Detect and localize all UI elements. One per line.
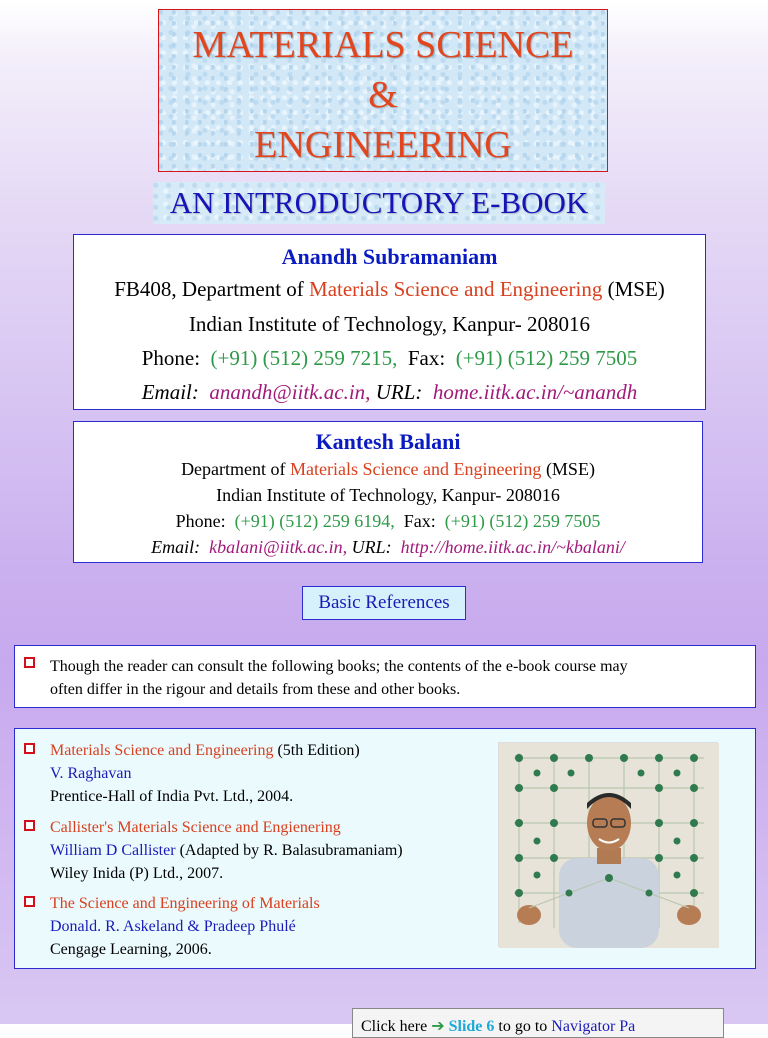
- book-author: Donald. R. Askeland & Pradeep Phulé: [50, 918, 296, 935]
- author-card-2: [73, 421, 703, 563]
- slide-link[interactable]: Slide 6: [448, 1018, 495, 1035]
- author-institute: Indian Institute of Technology, Kanpur- 208016: [188, 312, 591, 336]
- square-bullet-icon: [24, 657, 35, 668]
- dept-prefix: Department of: [181, 459, 291, 479]
- fax-label: Fax:: [403, 511, 436, 531]
- fax-number: (+91) (512) 259 7505: [444, 511, 601, 531]
- book-title: Callister's Materials Science and Engienering: [50, 819, 341, 836]
- email-link[interactable]: kbalani@iitk.ac.in,: [209, 537, 348, 557]
- fax-label: Fax:: [407, 346, 446, 370]
- author-card-1: [73, 234, 706, 410]
- navigation-bar: [352, 1008, 724, 1038]
- square-bullet-icon: [24, 896, 35, 907]
- author-online: [74, 534, 702, 560]
- book-edition: (5th Edition): [273, 742, 360, 759]
- subtitle-banner: AN INTRODUCTORY E-BOOK: [153, 182, 605, 224]
- author-online: [74, 375, 705, 409]
- author-contact: [74, 341, 705, 375]
- navigator-link[interactable]: Navigator Pa: [551, 1018, 636, 1035]
- reference-item: [50, 892, 320, 961]
- author-department: [74, 456, 702, 482]
- dept-suffix: (MSE): [602, 277, 665, 301]
- email-label: Email:: [141, 380, 199, 404]
- title-line-1: MATERIALS SCIENCE: [192, 24, 574, 66]
- info-note-text: [50, 655, 628, 701]
- square-bullet-icon: [24, 820, 35, 831]
- phone-number: (+91) (512) 259 7215,: [210, 346, 398, 370]
- info-note-box: [14, 645, 756, 708]
- title-line-3: ENGINEERING: [254, 124, 512, 166]
- nav-middle: to go to: [498, 1018, 548, 1035]
- author-institute: Indian Institute of Technology, Kanpur- 208016: [216, 485, 560, 505]
- author-name: Kantesh Balani: [315, 429, 461, 454]
- dept-suffix: (MSE): [541, 459, 595, 479]
- url-label: URL:: [375, 380, 423, 404]
- url-link[interactable]: home.iitk.ac.in/~anandh: [432, 380, 638, 404]
- reference-item: [50, 739, 360, 808]
- phone-label: Phone:: [141, 346, 201, 370]
- book-title: Materials Science and Engineering: [50, 742, 274, 759]
- info-line-2: often differ in the rigour and details from these and other books.: [50, 681, 461, 698]
- book-author: William D Callister: [50, 842, 176, 859]
- url-link[interactable]: http://home.iitk.ac.in/~kbalani/: [400, 537, 625, 557]
- book-author: V. Raghavan: [50, 765, 132, 782]
- square-bullet-icon: [24, 743, 35, 754]
- nav-prefix: Click here: [361, 1018, 428, 1035]
- fax-number: (+91) (512) 259 7505: [455, 346, 638, 370]
- dept-name: Materials Science and Engineering: [309, 277, 603, 301]
- title-line-2: &: [368, 74, 398, 116]
- title-banner: [158, 9, 608, 172]
- author-with-lattice-model-photo: [498, 742, 718, 947]
- phone-label: Phone:: [175, 511, 226, 531]
- email-link[interactable]: anandh@iitk.ac.in,: [209, 380, 371, 404]
- author-name: Anandh Subramaniam: [281, 244, 498, 269]
- author-department: [74, 271, 705, 307]
- author-contact: [74, 508, 702, 534]
- basic-references-button[interactable]: Basic References: [302, 586, 466, 620]
- info-line-1: Though the reader can consult the following books; the contents of the e-book course may: [50, 658, 628, 675]
- book-publisher: Cengage Learning, 2006.: [50, 941, 212, 958]
- book-author-note: (Adapted by R. Balasubramaniam): [175, 842, 403, 859]
- phone-number: (+91) (512) 259 6194,: [234, 511, 395, 531]
- email-label: Email:: [151, 537, 201, 557]
- book-title: The Science and Engineering of Materials: [50, 895, 320, 912]
- reference-item: [50, 816, 403, 885]
- arrow-right-icon: ➔: [431, 1018, 445, 1035]
- book-publisher: Prentice-Hall of India Pvt. Ltd., 2004.: [50, 788, 294, 805]
- url-label: URL:: [351, 537, 392, 557]
- dept-prefix: FB408, Department of: [114, 277, 310, 301]
- book-publisher: Wiley Inida (P) Ltd., 2007.: [50, 865, 224, 882]
- dept-name: Materials Science and Engineering: [290, 459, 542, 479]
